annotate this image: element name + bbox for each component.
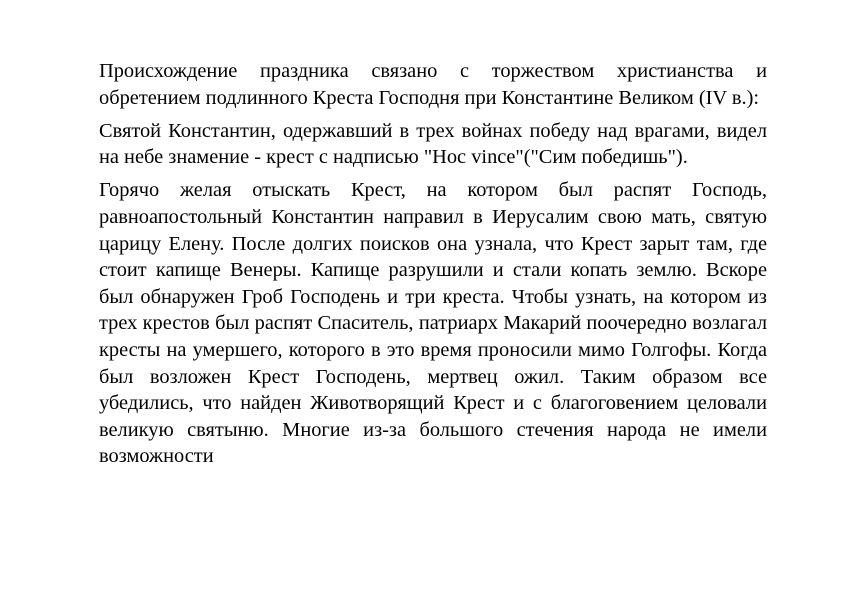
paragraph-vision: Святой Константин, одержавший в трех войнах победу над врагами, видел на небе знамение - крест с надписью "Hoc vince"("Сим победишь").: [99, 119, 767, 169]
document-body: [99, 58, 767, 476]
paragraph-finding-cross: Горячо желая отыскать Крест, на котором был распят Господь, равноапостольный Константин направил в Иерусалим свою мать, святую царицу Елену. После долгих поисков она узнала, что Крест зарыт там, где стоит капище Венеры. Капище разрушили и стали копать землю. Вскоре был обнаружен Гроб Господень и три креста. Чтобы узнать, на котором из трех крестов был распят Спаситель, патриарх Макарий поочередно возлагал кресты на умершего, которого в это время проносили мимо Голгофы. Когда был возложен Крест Господень, мертвец ожил. Таким образом все убедились, что найден Животворящий Крест и с благоговением целовали великую святыню. Многие из-за большого стечения народа не имели возможности: [99, 179, 767, 468]
paragraph-origin: Происхождение праздника связано с торжеством христианства и обретением подлинного Креста Господня при Константине Великом (IV в.):: [99, 60, 767, 109]
